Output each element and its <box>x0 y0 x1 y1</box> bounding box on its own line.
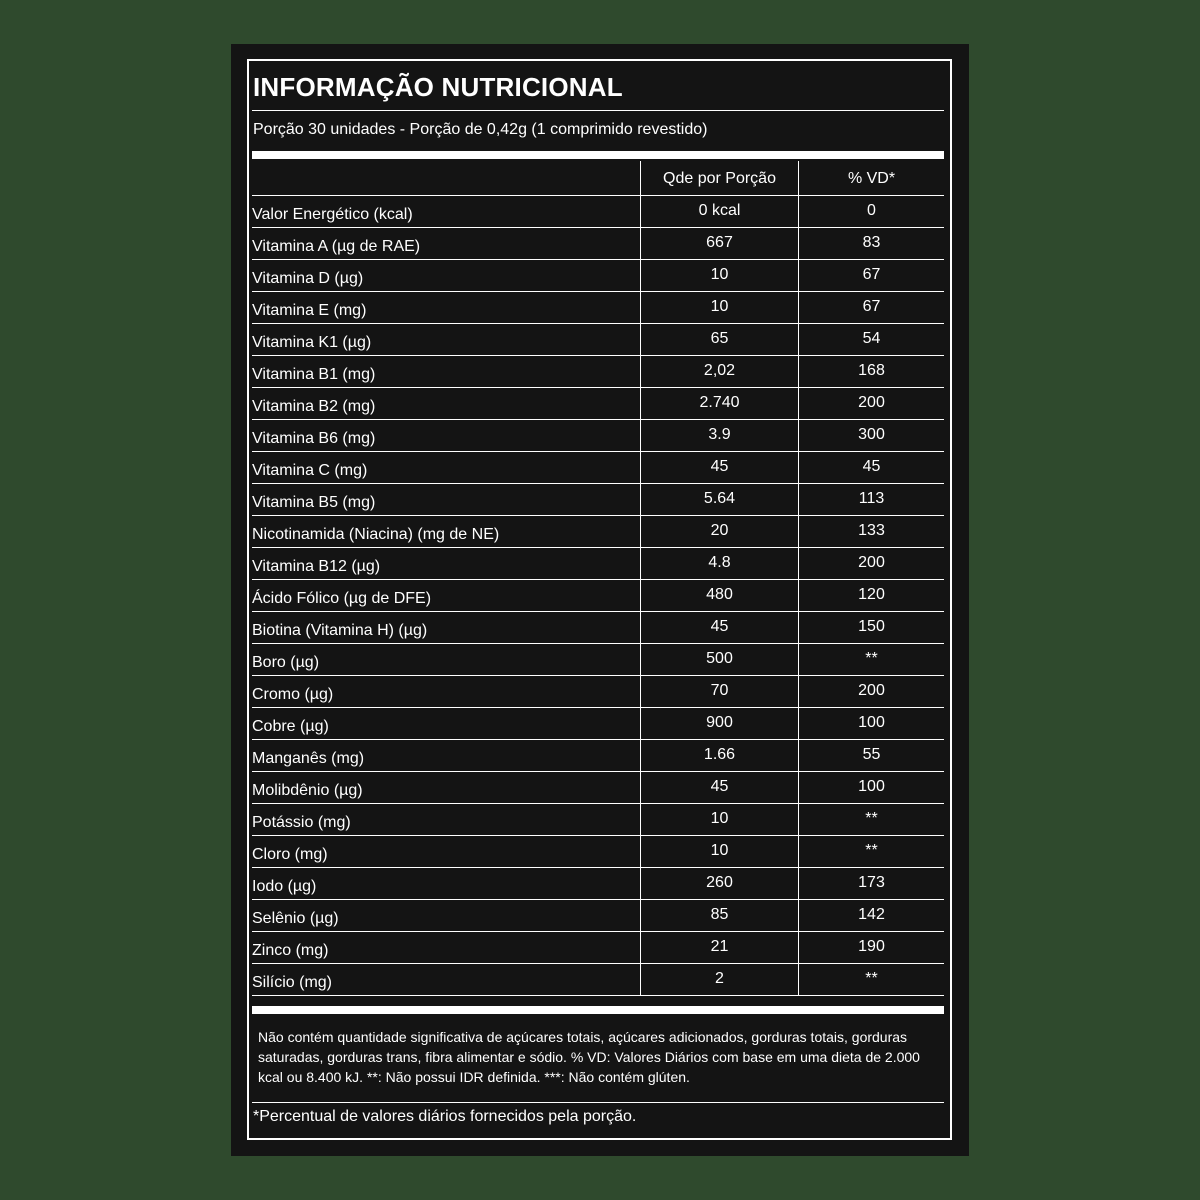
nutrient-percent-dv: 83 <box>798 228 944 259</box>
nutrient-name: Vitamina C (mg) <box>252 462 368 479</box>
nutrient-percent-dv: 133 <box>798 516 944 547</box>
nutrient-qty: 2 <box>640 964 798 995</box>
table-row <box>252 452 944 484</box>
nutrient-qty: 85 <box>640 900 798 931</box>
nutrient-name: Vitamina D (µg) <box>252 270 364 287</box>
nutrient-name: Boro (µg) <box>252 654 320 671</box>
nutrient-qty: 500 <box>640 644 798 675</box>
nutrient-qty: 4.8 <box>640 548 798 579</box>
nutrient-name: Ácido Fólico (µg de DFE) <box>252 590 432 607</box>
table-row <box>252 388 944 420</box>
nutrient-qty: 3.9 <box>640 420 798 451</box>
nutrient-qty: 10 <box>640 804 798 835</box>
nutrient-percent-dv: 300 <box>798 420 944 451</box>
title-divider <box>252 110 944 111</box>
nutrient-qty: 45 <box>640 612 798 643</box>
nutrient-qty: 900 <box>640 708 798 739</box>
nutrient-percent-dv: 150 <box>798 612 944 643</box>
nutrient-qty: 2.740 <box>640 388 798 419</box>
nutrient-percent-dv: 190 <box>798 932 944 963</box>
nutrient-percent-dv: 54 <box>798 324 944 355</box>
nutrient-percent-dv: 0 <box>798 196 944 227</box>
nutrient-qty: 2,02 <box>640 356 798 387</box>
footnote-divider <box>252 1102 944 1103</box>
nutrient-name: Vitamina B1 (mg) <box>252 366 376 383</box>
table-row <box>252 484 944 516</box>
table-row <box>252 420 944 452</box>
nutrient-percent-dv: 173 <box>798 868 944 899</box>
table-header-row <box>252 161 944 196</box>
table-row <box>252 772 944 804</box>
nutrient-percent-dv: ** <box>798 804 944 835</box>
nutrient-qty: 1.66 <box>640 740 798 771</box>
table-row <box>252 580 944 612</box>
nutrient-percent-dv: 100 <box>798 772 944 803</box>
nutrient-name: Cromo (µg) <box>252 686 334 703</box>
nutrient-name: Selênio (µg) <box>252 910 339 927</box>
table-row <box>252 804 944 836</box>
nutrient-percent-dv: 168 <box>798 356 944 387</box>
nutrient-qty: 10 <box>640 836 798 867</box>
table-row <box>252 196 944 228</box>
nutrition-table <box>252 161 944 996</box>
nutrient-qty: 70 <box>640 676 798 707</box>
nutrient-qty: 480 <box>640 580 798 611</box>
nutrient-percent-dv: 120 <box>798 580 944 611</box>
nutrient-qty: 45 <box>640 772 798 803</box>
table-row <box>252 356 944 388</box>
nutrient-percent-dv: 55 <box>798 740 944 771</box>
table-row <box>252 516 944 548</box>
nutrient-name: Silício (mg) <box>252 974 333 991</box>
nutrient-name: Cloro (mg) <box>252 846 328 863</box>
nutrient-name: Nicotinamida (Niacina) (mg de NE) <box>252 526 500 543</box>
table-row <box>252 324 944 356</box>
nutrient-qty: 10 <box>640 260 798 291</box>
table-row <box>252 292 944 324</box>
nutrient-name: Zinco (mg) <box>252 942 329 959</box>
nutrient-percent-dv: 100 <box>798 708 944 739</box>
nutrient-name: Biotina (Vitamina H) (µg) <box>252 622 428 639</box>
nutrient-percent-dv: ** <box>798 964 944 995</box>
nutrient-qty: 0 kcal <box>640 196 798 227</box>
thick-divider-top <box>252 151 944 159</box>
nutrient-qty: 667 <box>640 228 798 259</box>
nutrient-qty: 5.64 <box>640 484 798 515</box>
table-row <box>252 836 944 868</box>
table-row <box>252 740 944 772</box>
nutrient-name: Vitamina K1 (µg) <box>252 334 372 351</box>
nutrient-percent-dv: 113 <box>798 484 944 515</box>
nutrient-qty: 10 <box>640 292 798 323</box>
nutrient-name: Vitamina A (µg de RAE) <box>252 238 421 255</box>
table-row <box>252 260 944 292</box>
nutrient-name: Molibdênio (µg) <box>252 782 363 799</box>
nutrient-name: Cobre (µg) <box>252 718 329 735</box>
table-row <box>252 868 944 900</box>
nutrient-percent-dv: 200 <box>798 548 944 579</box>
nutrient-percent-dv: 200 <box>798 676 944 707</box>
nutrient-percent-dv: ** <box>798 644 944 675</box>
table-row <box>252 708 944 740</box>
footnote-disclaimer: Não contém quantidade significativa de açúcares totais, açúcares adicionados, gorduras totais, gorduras saturadas, gorduras trans, fibra alimentar e sódio. % VD: Valores Diários com base em uma dieta de 2.000 kcal ou 8.400 kJ. **: Não possui IDR definida. ***: Não contém glúten. <box>258 1029 920 1085</box>
table-row <box>252 932 944 964</box>
nutrient-percent-dv: ** <box>798 836 944 867</box>
nutrient-name: Vitamina B2 (mg) <box>252 398 376 415</box>
table-row <box>252 676 944 708</box>
label-title: INFORMAÇÃO NUTRICIONAL <box>253 72 623 102</box>
nutrient-name: Valor Energético (kcal) <box>252 206 413 223</box>
table-row <box>252 644 944 676</box>
nutrient-qty: 65 <box>640 324 798 355</box>
nutrition-label-panel <box>231 44 969 1156</box>
nutrient-name: Vitamina B12 (µg) <box>252 558 381 575</box>
nutrient-qty: 45 <box>640 452 798 483</box>
table-row <box>252 964 944 996</box>
nutrient-name: Vitamina E (mg) <box>252 302 367 319</box>
nutrient-qty: 21 <box>640 932 798 963</box>
table-row <box>252 228 944 260</box>
table-row <box>252 548 944 580</box>
nutrient-name: Iodo (µg) <box>252 878 317 895</box>
nutrient-name: Vitamina B5 (mg) <box>252 494 376 511</box>
table-row <box>252 612 944 644</box>
nutrient-percent-dv: 45 <box>798 452 944 483</box>
header-qty-per-serving: Qde por Porção <box>640 161 798 195</box>
serving-info: Porção 30 unidades - Porção de 0,42g (1 comprimido revestido) <box>253 121 708 138</box>
nutrient-percent-dv: 200 <box>798 388 944 419</box>
nutrient-name: Potássio (mg) <box>252 814 351 831</box>
header-percent-dv: % VD* <box>798 161 944 195</box>
nutrient-name: Manganês (mg) <box>252 750 365 767</box>
nutrient-percent-dv: 67 <box>798 292 944 323</box>
nutrient-name: Vitamina B6 (mg) <box>252 430 376 447</box>
header-nutrient <box>252 161 640 195</box>
nutrient-qty: 260 <box>640 868 798 899</box>
footnote-percent-dv: *Percentual de valores diários fornecidos pela porção. <box>253 1108 637 1125</box>
nutrient-percent-dv: 142 <box>798 900 944 931</box>
nutrient-qty: 20 <box>640 516 798 547</box>
table-row <box>252 900 944 932</box>
thick-divider-bottom <box>252 1006 944 1014</box>
nutrient-percent-dv: 67 <box>798 260 944 291</box>
